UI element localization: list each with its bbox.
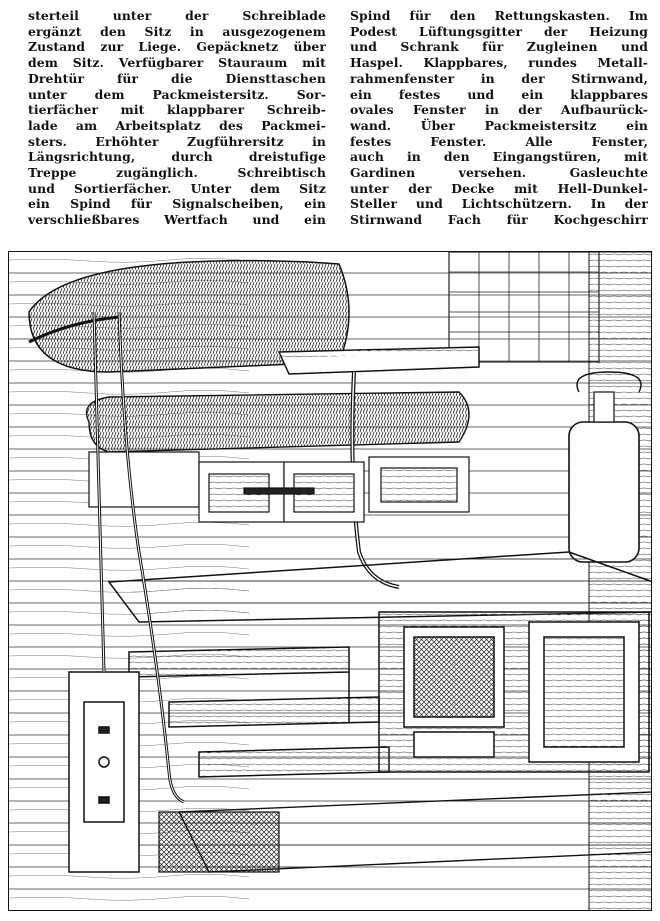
- text-line: Drehtür für die Diensttaschen: [28, 70, 326, 86]
- text-column-right: [350, 8, 648, 228]
- text-columns: [28, 8, 648, 228]
- text-line: und Schrank für Zugleinen und: [350, 39, 648, 55]
- text-line: auch in den Eingangstüren, mit: [350, 149, 648, 165]
- podium-cabinet: [379, 612, 649, 772]
- text-line: Treppe zugänglich. Schreibtisch: [28, 165, 326, 181]
- text-line: festes Fenster. Alle Fenster,: [350, 133, 648, 149]
- text-line: ergänzt den Sitz in ausgezogenem: [28, 23, 326, 39]
- bench-cushion: [87, 392, 470, 452]
- text-line: Haspel. Klappbares, rundes Metall-: [350, 55, 648, 71]
- text-line: rahmenfenster in der Stirnwand,: [350, 70, 648, 86]
- text-line: und Sortierfächer. Unter dem Sitz: [28, 180, 326, 196]
- text-line: unter dem Packmeistersitz. Sor-: [28, 86, 326, 102]
- illustration-drawing: [9, 252, 652, 911]
- text-line: dem Sitz. Verfügbarer Stauraum mit: [28, 55, 326, 71]
- text-line: ein festes und ein klappbares: [350, 86, 648, 102]
- text-line: Spind für den Rettungskasten. Im: [350, 8, 648, 23]
- text-column-left: [28, 8, 326, 228]
- text-line: tierfächer mit klappbarer Schreib-: [28, 102, 326, 118]
- text-line: Stirnwand Fach für Kochgeschirr: [350, 212, 648, 228]
- text-line: sters. Erhöhter Zugführersitz in: [28, 133, 326, 149]
- text-line: ovales Fenster in der Aufbaurück-: [350, 102, 648, 118]
- text-line: verschließbares Wertfach und ein: [28, 212, 326, 228]
- text-line: unter der Decke mit Hell-Dunkel-: [350, 180, 648, 196]
- text-line: sterteil unter der Schreiblade: [28, 8, 326, 23]
- heating-grille: [159, 812, 279, 872]
- text-line: wand. Über Packmeistersitz ein: [350, 117, 648, 133]
- text-line: ein Spind für Signalscheiben, ein: [28, 196, 326, 212]
- signal-box-post: [69, 672, 139, 872]
- text-line: lade am Arbeitsplatz des Packmei-: [28, 117, 326, 133]
- text-line: Längsrichtung, durch dreistufige: [28, 149, 326, 165]
- text-line: Gardinen versehen. Gasleuchte: [350, 165, 648, 181]
- text-line: Podest Lüftungsgitter der Heizung: [350, 23, 648, 39]
- text-line: Steller und Lichtschützern. In der: [350, 196, 648, 212]
- interior-illustration: [8, 251, 652, 911]
- text-line: Zustand zur Liege. Gepäcknetz über: [28, 39, 326, 55]
